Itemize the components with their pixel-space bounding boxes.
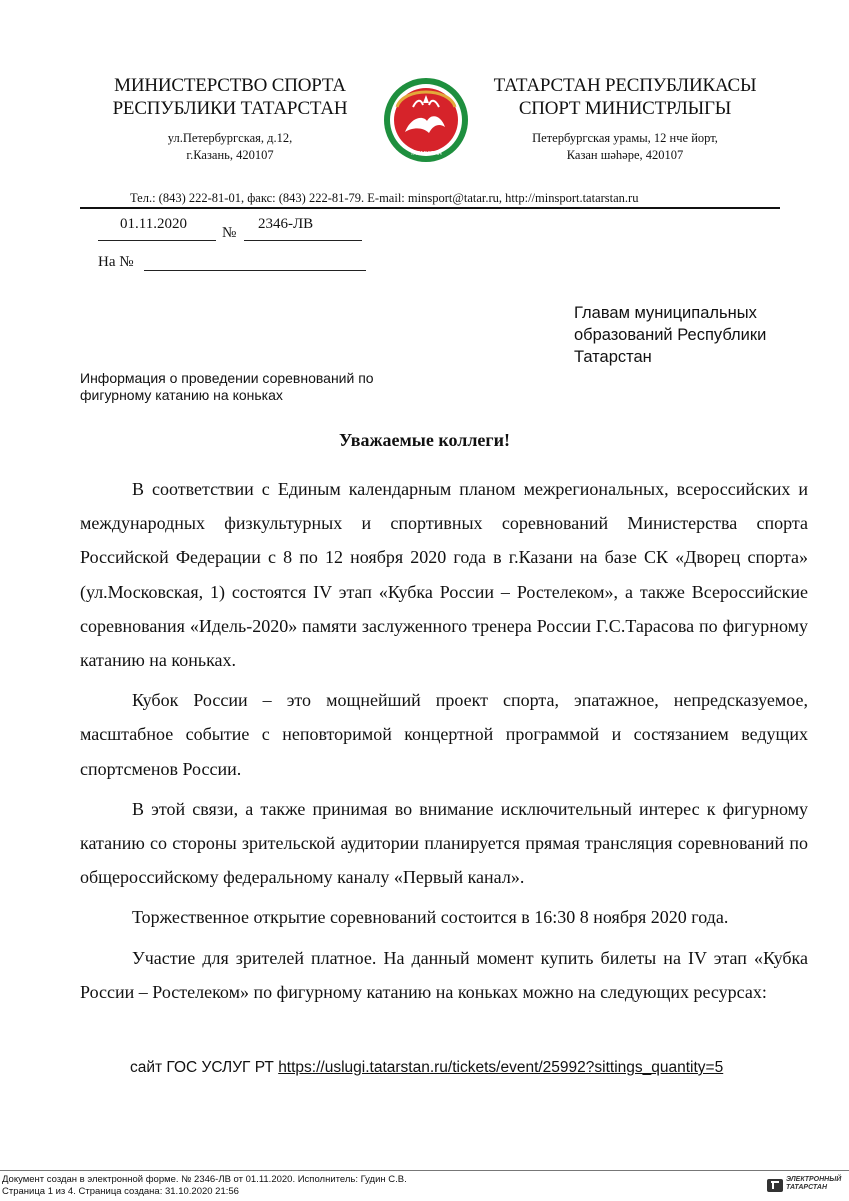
- emblem-caption: ТАТАРСТАН: [410, 151, 442, 157]
- ministry-address-tt: [500, 130, 750, 164]
- footer-info: [2, 1174, 407, 1198]
- ticket-site-line: [130, 1059, 723, 1077]
- ministry-address-tt-line1: Петербургская урамы, 12 нче йорт,: [532, 131, 718, 145]
- ministry-address-ru: [130, 130, 330, 164]
- ticket-site-link[interactable]: https://uslugi.tatarstan.ru/tickets/event/25992?sittings_quantity=5: [278, 1059, 724, 1076]
- body-paragraph: Участие для зрителей платное. На данный момент купить билеты на IV этап «Кубка России – Ростелеком» по фигурному катанию на коньках можно на следующих ресурсах:: [80, 947, 808, 1002]
- body-paragraph: Торжественное открытие соревнований состоится в 16:30 8 ноября 2020 года.: [132, 907, 729, 928]
- reply-underline: [144, 270, 366, 271]
- reply-to-label: На №: [98, 254, 134, 270]
- footer-line2: Страница 1 из 4. Страница создана: 31.10.2020 21:56: [2, 1186, 239, 1197]
- date-underline: [98, 240, 216, 241]
- ministry-title-tt-line2: СПОРТ МИНИСТРЛЫГЫ: [518, 98, 732, 119]
- addressee-block: [574, 302, 814, 368]
- ticket-site-label: сайт ГОС УСЛУГ РТ: [130, 1059, 274, 1076]
- brand-line1: ЭЛЕКТРОННЫЙ: [786, 1176, 842, 1183]
- tatarstan-emblem-icon: [383, 77, 469, 163]
- number-underline: [244, 240, 362, 241]
- addressee-line: Татарстан: [574, 348, 652, 366]
- body-paragraph: В этой связи, а также принимая во внимание исключительный интерес к фигурному катанию со стороны зрительской аудитории планируется прямая трансляция соревнований по общероссийскому федеральному каналу «Первый канал».: [80, 798, 808, 888]
- ministry-address-ru-line2: г.Казань, 420107: [186, 148, 274, 162]
- subject-line: Информация о проведении соревнований по: [80, 370, 374, 386]
- registration-date: 01.11.2020: [120, 216, 187, 232]
- registration-number: 2346-ЛВ: [258, 216, 314, 232]
- body-paragraph: Кубок России – это мощнейший проект спорта, эпатажное, непредсказуемое, масштабное событие с неповторимой концертной программой и состязанием ведущих спортсменов России.: [80, 690, 808, 779]
- subject-line: фигурному катанию на коньках: [80, 387, 283, 403]
- footer-line1: Документ создан в электронной форме. № 2346-ЛВ от 01.11.2020. Исполнитель: Гудин С.В.: [2, 1174, 407, 1185]
- letterhead-divider: [80, 207, 780, 209]
- ministry-title-ru: [80, 74, 380, 120]
- addressee-line: образований Республики: [574, 326, 767, 344]
- letter-body: [80, 472, 808, 1009]
- footer-divider: [0, 1170, 849, 1171]
- ministry-title-tt-line1: ТАТАРСТАН РЕСПУБЛИКАСЫ: [493, 75, 757, 96]
- ministry-title-tt: [470, 74, 780, 120]
- ministry-address-tt-line2: Казан шәһәре, 420107: [566, 148, 684, 162]
- contacts-line: Тел.: (843) 222-81-01, факс: (843) 222-81-79. E-mail: minsport@tatar.ru, http://minsport.tatarstan.ru: [130, 191, 639, 205]
- greeting: Уважаемые коллеги!: [339, 430, 510, 450]
- addressee-line: Главам муниципальных: [574, 304, 757, 322]
- ministry-title-ru-line2: РЕСПУБЛИКИ ТАТАРСТАН: [112, 98, 348, 119]
- body-paragraph: В соответствии с Единым календарным планом межрегиональных, всероссийских и международных физкультурных и спортивных соревнований Министерства спорта Российской Федерации с 8 по 12 ноября 2020 года в г.Казани на базе СК «Дворец спорта» (ул.Московская, 1) состоятся IV этап «Кубка России – Ростелеком», а также Всероссийские соревнования «Идель-2020» памяти заслуженного тренера России Г.С.Тарасова по фигурному катанию на коньках.: [80, 479, 808, 671]
- ministry-title-ru-line1: МИНИСТЕРСТВО СПОРТА: [114, 75, 346, 96]
- ministry-address-ru-line1: ул.Петербургская, д.12,: [167, 131, 293, 145]
- number-sign: №: [222, 225, 237, 241]
- subject-block: [80, 370, 440, 404]
- electronic-tatarstan-logo-text: [786, 1176, 841, 1192]
- brand-line2: ТАТАРСТАН: [786, 1184, 827, 1191]
